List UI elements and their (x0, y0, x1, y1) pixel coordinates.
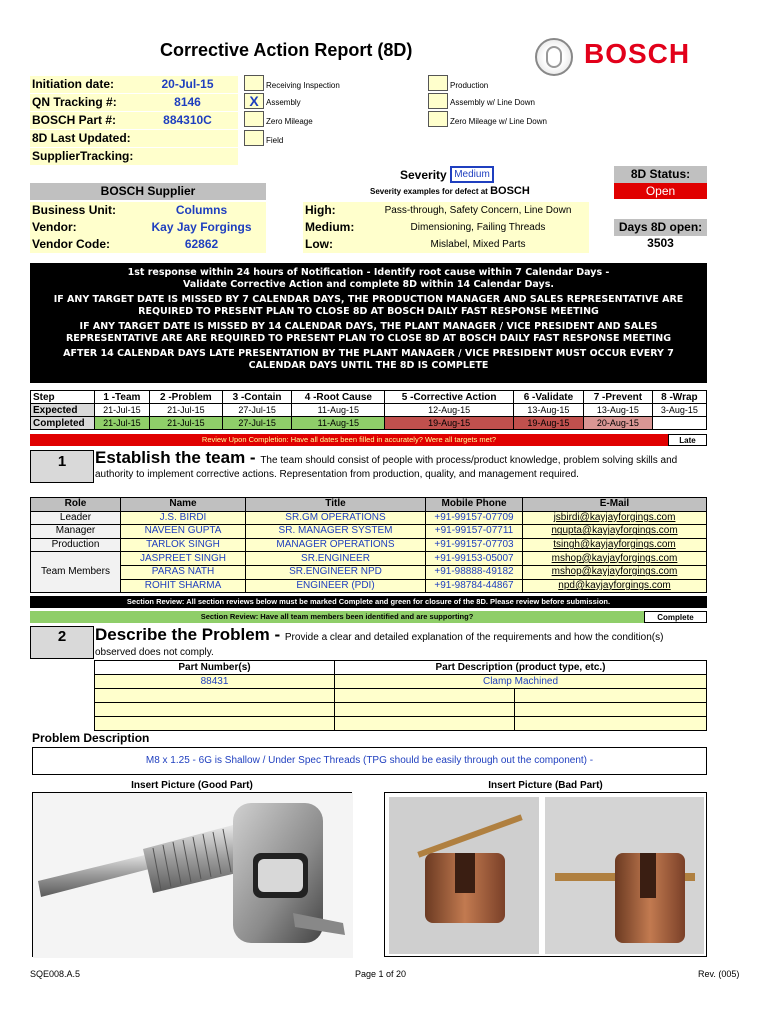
checkbox-label: Zero Mileage w/ Line Down (450, 117, 547, 126)
team-role: Manager (31, 525, 121, 539)
section1-review-status: Complete (644, 611, 707, 623)
completed-date[interactable]: 19-Aug-15 (513, 417, 583, 430)
table-row (95, 689, 707, 703)
team-col-role: Role (31, 498, 121, 512)
vendor-label: Vendor: (30, 219, 137, 236)
table-row (31, 538, 707, 552)
status-label: 8D Status: (614, 166, 707, 183)
severity-high-text: Pass-through, Safety Concern, Line Down (367, 202, 589, 219)
section2-heading (95, 625, 707, 659)
part-desc-cell[interactable] (515, 717, 707, 731)
days-open-label: Days 8D open: (614, 219, 707, 236)
business-unit-label: Business Unit: (30, 202, 137, 219)
team-phone[interactable]: +91-98784-44867 (426, 579, 523, 593)
expected-label: Expected (31, 404, 95, 417)
notice-line2: Validate Corrective Action and complete 8D within 14 Calendar Days. (183, 279, 554, 290)
step-name: 4 -Root Cause (292, 391, 385, 404)
team-email[interactable]: npd@kayjayforgings.com (523, 579, 707, 593)
team-role (31, 579, 121, 593)
problem-description-label: Problem Description (32, 731, 150, 745)
part-number-cell[interactable] (95, 703, 335, 717)
team-title[interactable]: SR. MANAGER SYSTEM (246, 525, 426, 539)
step-header: Step (31, 391, 95, 404)
section2-title: Describe the Problem - (95, 625, 285, 644)
checkbox-production[interactable] (428, 75, 448, 91)
team-phone[interactable]: +91-99153-05007 (426, 552, 523, 566)
qn-tracking-label: QN Tracking #: (30, 94, 137, 111)
team-col-name: Name (121, 498, 246, 512)
team-phone[interactable]: +91-99157-07703 (426, 538, 523, 552)
notice-line1: 1st response within 24 hours of Notification - Identify root cause within 7 Calendar Days - (127, 267, 610, 278)
parts-table (94, 660, 707, 731)
severity-label: Severity (400, 168, 447, 182)
table-row (31, 511, 707, 525)
step-name: 6 -Validate (513, 391, 583, 404)
table-row (31, 552, 707, 566)
parts-col-number: Part Number(s) (95, 661, 335, 675)
checkbox-label: Field (266, 136, 284, 145)
section1-review: Section Review: Have all team members been identified and are supporting? (30, 611, 644, 623)
checkbox-label: Receiving Inspection (266, 81, 340, 90)
step-name: 8 -Wrap (652, 391, 706, 404)
problem-description-text[interactable]: M8 x 1.25 - 6G is Shallow / Under Spec Threads (TPG should be easily through out the component) - (32, 747, 707, 775)
last-updated-value[interactable] (137, 130, 238, 147)
expected-date[interactable]: 27-Jul-15 (222, 404, 291, 417)
team-phone[interactable]: +91-98888-49182 (426, 565, 523, 579)
team-title[interactable]: SR.ENGINEER (246, 552, 426, 566)
severity-medium-label: Medium: (303, 219, 367, 236)
team-col-email: E-Mail (523, 498, 707, 512)
vendor-code-value[interactable]: 62862 (137, 236, 266, 253)
status-badge: Open (614, 183, 707, 199)
table-row (31, 579, 707, 593)
completed-date[interactable]: 21-Jul-15 (95, 417, 150, 430)
checkbox-field[interactable] (244, 130, 264, 146)
supplier-tracking-label: SupplierTracking: (30, 148, 137, 165)
expected-date[interactable]: 12-Aug-15 (385, 404, 513, 417)
team-email[interactable]: jsbirdi@kayjayforgings.com (523, 511, 707, 525)
days-open-value: 3503 (647, 236, 674, 250)
supplier-header: BOSCH Supplier (30, 183, 266, 200)
table-row (95, 675, 707, 689)
severity-low-text: Mislabel, Mixed Parts (367, 236, 589, 253)
part-number-cell[interactable] (95, 689, 335, 703)
team-phone[interactable]: +91-99157-07709 (426, 511, 523, 525)
part-desc-cell[interactable] (335, 689, 515, 703)
qn-tracking-value[interactable]: 8146 (137, 94, 238, 111)
checkbox-label: Zero Mileage (266, 117, 313, 126)
team-table (30, 497, 707, 593)
team-title[interactable]: SR.GM OPERATIONS (246, 511, 426, 525)
completed-date[interactable]: 11-Aug-15 (292, 417, 385, 430)
section2-desc: Provide a clear and detailed explanation of the requirements and how the condition(s) observed does not comply. (95, 632, 664, 658)
team-name[interactable]: TARLOK SINGH (121, 538, 246, 552)
part-desc-cell[interactable] (335, 703, 515, 717)
good-part-label: Insert Picture (Good Part) (131, 780, 253, 791)
completed-date[interactable]: 21-Jul-15 (149, 417, 222, 430)
completed-date[interactable]: 19-Aug-15 (385, 417, 513, 430)
initiation-date-value[interactable]: 20-Jul-15 (137, 76, 238, 93)
step-name: 1 -Team (95, 391, 150, 404)
severity-low-label: Low: (303, 236, 367, 253)
part-desc-cell[interactable]: Clamp Machined (335, 675, 707, 689)
team-role: Team Members (31, 565, 121, 579)
bosch-logo-icon (535, 38, 573, 76)
team-name[interactable]: PARAS NATH (121, 565, 246, 579)
last-updated-label: 8D Last Updated: (30, 130, 137, 147)
checkbox-assembly[interactable]: X (244, 93, 264, 109)
section1-number: 1 (30, 450, 94, 483)
section1-title: Establish the team - (95, 448, 261, 467)
table-row (95, 703, 707, 717)
part-number-cell[interactable]: 88431 (95, 675, 335, 689)
table-row (95, 717, 707, 731)
checkbox-label: Assembly (266, 98, 301, 107)
completed-date[interactable] (652, 417, 706, 430)
severity-value[interactable]: Medium (450, 166, 494, 183)
completed-date[interactable]: 27-Jul-15 (222, 417, 291, 430)
part-desc-cell[interactable] (335, 717, 515, 731)
section2-number: 2 (30, 626, 94, 659)
severity-medium-text: Dimensioning, Failing Threads (367, 219, 589, 236)
team-name[interactable]: NAVEEN GUPTA (121, 525, 246, 539)
steps-review-status: Late (668, 434, 707, 446)
team-role (31, 552, 121, 566)
business-unit-value[interactable]: Columns (137, 202, 266, 219)
checkbox-zero-mileage-line-down[interactable] (428, 111, 448, 127)
bad-part-photo[interactable] (384, 792, 707, 957)
part-desc-cell[interactable] (515, 703, 707, 717)
team-title[interactable]: MANAGER OPERATIONS (246, 538, 426, 552)
team-email[interactable]: tsingh@kayjayforgings.com (523, 538, 707, 552)
severity-high-label: High: (303, 202, 367, 219)
severity-examples-brand: BOSCH (490, 185, 530, 197)
step-name: 3 -Contain (222, 391, 291, 404)
team-name[interactable]: J.S. BIRDI (121, 511, 246, 525)
table-row (31, 525, 707, 539)
bosch-part-value[interactable]: 884310C (137, 112, 238, 129)
bad-part-label: Insert Picture (Bad Part) (488, 780, 603, 791)
expected-date[interactable]: 21-Jul-15 (149, 404, 222, 417)
bosch-part-label: BOSCH Part #: (30, 112, 137, 129)
table-row (31, 565, 707, 579)
expected-date[interactable]: 21-Jul-15 (95, 404, 150, 417)
brand-logo: BOSCH (584, 38, 691, 69)
team-name[interactable]: JASPREET SINGH (121, 552, 246, 566)
notice-p2: IF ANY TARGET DATE IS MISSED BY 7 CALENDAR DAYS, THE PRODUCTION MANAGER AND SALES REPRESENTATIVE ARE REQUIRED TO PRESENT PLAN TO CLOSE 8D AT BOSCH DAILY FAST RESPONSE MEETING (53, 294, 684, 317)
supplier-tracking-value[interactable] (137, 148, 238, 165)
team-title[interactable]: SR.ENGINEER NPD (246, 565, 426, 579)
step-name: 5 -Corrective Action (385, 391, 513, 404)
team-title[interactable]: ENGINEER (PDI) (246, 579, 426, 593)
section-review-all: Section Review: All section reviews below must be marked Complete and green for closure of the 8D. Please review before submission. (30, 596, 707, 608)
part-number-cell[interactable] (95, 717, 335, 731)
parts-col-desc: Part Description (product type, etc.) (335, 661, 707, 675)
checkbox-assembly-line-down[interactable] (428, 93, 448, 109)
section1-heading (95, 448, 707, 481)
notice-p4: AFTER 14 CALENDAR DAYS LATE PRESENTATION BY THE PLANT MANAGER / VICE PRESIDENT MUST OCCUR EVERY 7 CALENDAR DAYS UNTIL THE 8D IS COMPLETE (63, 348, 674, 371)
notice-p3: IF ANY TARGET DATE IS MISSED BY 14 CALENDAR DAYS, THE PLANT MANAGER / VICE PRESIDENT AND SALES REPRESENTATIVE ARE ARE REQUIRED TO PRESENT PLAN TO CLOSE 8D AT BOSCH DAILY FAST RESPONSE MEETING (65, 321, 671, 344)
checkbox-zero-mileage[interactable] (244, 111, 264, 127)
team-email[interactable]: ngupta@kayjayforgings.com (523, 525, 707, 539)
expected-date[interactable]: 3-Aug-15 (652, 404, 706, 417)
vendor-code-label: Vendor Code: (30, 236, 137, 253)
severity-examples (370, 185, 530, 197)
expected-date[interactable]: 13-Aug-15 (513, 404, 583, 417)
good-part-photo[interactable] (32, 792, 352, 957)
team-email[interactable]: mshop@kayjayforgings.com (523, 552, 707, 566)
step-name: 7 -Prevent (584, 391, 653, 404)
initiation-date-label: Initiation date: (30, 76, 137, 93)
severity-examples-label: Severity examples for defect at (370, 187, 488, 196)
steps-review-text: Review Upon Completion: Have all dates been filled in accurately? Were all targets met? (30, 434, 668, 446)
team-phone[interactable]: +91-99157-07711 (426, 525, 523, 539)
checkbox-label: Assembly w/ Line Down (450, 98, 535, 107)
expected-date[interactable]: 11-Aug-15 (292, 404, 385, 417)
team-role: Leader (31, 511, 121, 525)
checkbox-receiving-inspection[interactable] (244, 75, 264, 91)
page-title: Corrective Action Report (8D) (160, 40, 413, 60)
team-role: Production (31, 538, 121, 552)
section1-desc: The team should consist of people with process/product knowledge, problem solving skills and authority to implement corrective actions. Representation from production, quality, and management required. (95, 455, 678, 480)
footer-page-number: Page 1 of 20 (355, 969, 407, 979)
part-desc-cell[interactable] (515, 689, 707, 703)
completed-label: Completed (31, 417, 95, 430)
expected-date[interactable]: 13-Aug-15 (584, 404, 653, 417)
team-email[interactable]: mshop@kayjayforgings.com (523, 565, 707, 579)
vendor-value[interactable]: Kay Jay Forgings (137, 219, 266, 236)
team-col-phone: Mobile Phone (426, 498, 523, 512)
completed-date[interactable]: 20-Aug-15 (584, 417, 653, 430)
steps-table (30, 390, 707, 430)
step-name: 2 -Problem (149, 391, 222, 404)
notice-box (30, 263, 707, 383)
team-name[interactable]: ROHIT SHARMA (121, 579, 246, 593)
footer-revision: Rev. (005) (698, 969, 740, 979)
checkbox-label: Production (450, 81, 489, 90)
footer-doc-id: SQE008.A.5 (30, 969, 81, 979)
team-col-title: Title (246, 498, 426, 512)
